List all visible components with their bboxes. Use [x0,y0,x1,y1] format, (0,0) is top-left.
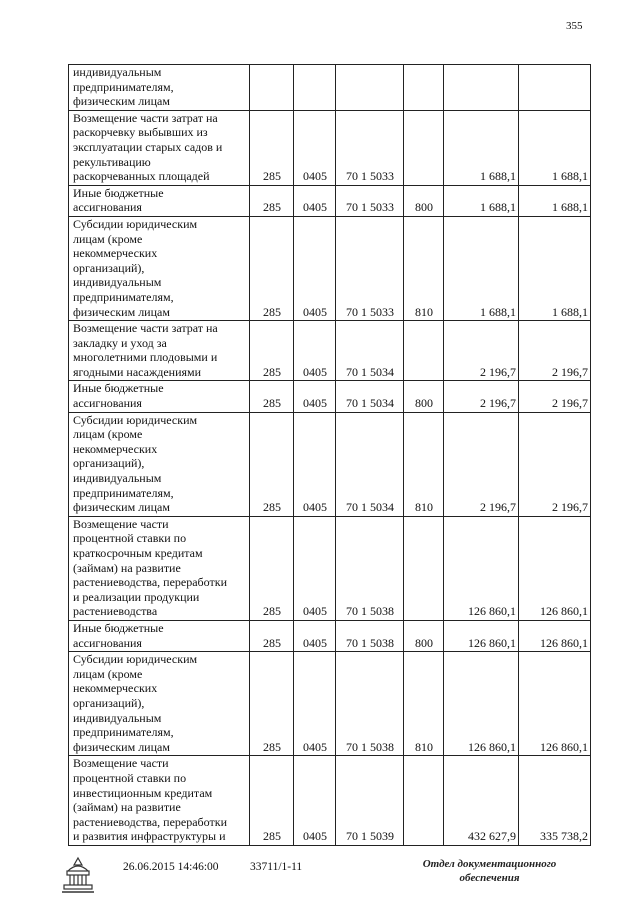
cell-item-name-line: (займам) на развитие [73,560,181,575]
cell-item-name [69,516,250,620]
cell-item-name [69,756,250,846]
cell-target-article: 70 1 5039 [336,756,404,846]
page-footer [0,855,640,900]
cell-amount-2: 1 688,1 [519,216,591,320]
cell-target-article: 70 1 5038 [336,652,404,756]
cell-section-code: 0405 [294,620,336,651]
cell-item-name [69,620,250,651]
footer-department-line: обеспечения [459,872,520,884]
cell-item-name-line: Субсидии юридическим [73,216,198,231]
cell-item-name-line: закладку и уход за [73,335,167,350]
cell-amount-2: 2 196,7 [519,381,591,412]
cell-item-name-line: индивидуальным [73,471,162,486]
cell-org-code: 285 [250,216,294,320]
cell-org-code: 285 [250,321,294,381]
cell-amount-1: 126 860,1 [444,652,519,756]
cell-org-code: 285 [250,110,294,185]
cell-target-article: 70 1 5034 [336,321,404,381]
cell-org-code: 285 [250,756,294,846]
cell-item-name-line: эксплуатации старых садов и [73,139,223,154]
cell-item-name-line: предпринимателям, [73,725,174,740]
cell-target-article: 70 1 5033 [336,110,404,185]
table-row [69,412,591,516]
footer-department [412,857,567,885]
cell-amount-2: 126 860,1 [519,516,591,620]
cell-item-name-line: многолетними плодовыми и [73,350,218,365]
cell-item-name-line: Возмещение части [73,516,169,531]
cell-target-article: 70 1 5038 [336,620,404,651]
cell-expense-type: 810 [404,412,444,516]
cell-item-name-line: ягодными насаждениями [73,364,202,379]
cell-expense-type: 810 [404,652,444,756]
cell-item-name-line: Возмещение части затрат на [73,110,218,125]
cell-item-name-line: предпринимателям, [73,79,174,94]
cell-item-name-line: краткосрочным кредитам [73,546,203,560]
cell-section-code: 0405 [294,321,336,381]
page-number: 355 [566,20,583,32]
cell-item-name-line: процентной ставки по [73,531,187,546]
cell-org-code: 285 [250,620,294,651]
cell-item-name-line: и развития инфраструктуры и [73,829,226,844]
cell-item-name-line: рекультивацию [73,154,151,169]
cell-expense-type [404,321,444,381]
cell-item-name-line: физическим лицам [73,94,170,109]
cell-item-name-line: растениеводства [73,604,158,619]
cell-amount-1: 126 860,1 [444,620,519,651]
cell-expense-type [404,65,444,111]
table-row [69,756,591,846]
cell-amount-2: 1 688,1 [519,185,591,216]
cell-item-name-line: растениеводства, переработки [73,814,227,829]
cell-expense-type: 800 [404,620,444,651]
cell-expense-type: 800 [404,381,444,412]
cell-item-name-line: и реализации продукции [73,589,200,604]
cell-item-name-line: организаций), [73,695,145,710]
cell-item-name-line: некоммерческих [73,246,158,261]
cell-item-name-line: Возмещение части [73,756,169,771]
cell-item-name-line: ассигнования [73,200,142,215]
cell-section-code: 0405 [294,516,336,620]
cell-expense-type [404,516,444,620]
cell-expense-type: 800 [404,185,444,216]
duma-emblem-icon [58,855,98,895]
cell-amount-1: 1 688,1 [444,185,519,216]
cell-item-name-line: индивидуальным [73,275,162,290]
cell-org-code: 285 [250,381,294,412]
cell-section-code [294,65,336,111]
cell-amount-1: 432 627,9 [444,756,519,846]
cell-item-name-line: инвестиционным кредитам [73,785,213,800]
cell-section-code: 0405 [294,412,336,516]
cell-item-name-line: растениеводства, переработки [73,575,227,590]
cell-org-code: 285 [250,185,294,216]
cell-item-name-line: предпринимателям, [73,485,174,500]
cell-item-name-line: раскорчевку выбывших из [73,125,208,140]
cell-target-article: 70 1 5038 [336,516,404,620]
cell-item-name-line: Субсидии юридическим [73,652,198,667]
cell-item-name [69,185,250,216]
cell-item-name-line: лицам (кроме [73,427,143,442]
cell-item-name [69,381,250,412]
cell-expense-type: 810 [404,216,444,320]
table-row [69,516,591,620]
cell-amount-1: 1 688,1 [444,216,519,320]
footer-doc-number: 33711/1-11 [250,861,303,873]
cell-item-name [69,652,250,756]
cell-item-name [69,110,250,185]
cell-amount-2: 2 196,7 [519,412,591,516]
table-row [69,381,591,412]
cell-item-name [69,65,250,111]
cell-amount-2: 335 738,2 [519,756,591,846]
cell-amount-1 [444,65,519,111]
cell-item-name [69,321,250,381]
budget-table-body [69,65,591,846]
cell-item-name-line: ассигнования [73,635,142,650]
table-row [69,321,591,381]
cell-item-name-line: физическим лицам [73,739,170,754]
cell-item-name-line: Иные бюджетные [73,185,164,200]
cell-item-name-line: индивидуальным [73,710,162,725]
table-row [69,620,591,651]
cell-amount-1: 2 196,7 [444,381,519,412]
cell-amount-1: 2 196,7 [444,321,519,381]
cell-expense-type [404,756,444,846]
table-row [69,65,591,111]
cell-expense-type [404,110,444,185]
cell-item-name [69,216,250,320]
cell-section-code: 0405 [294,756,336,846]
cell-org-code: 285 [250,516,294,620]
cell-amount-1: 1 688,1 [444,110,519,185]
cell-item-name-line: (займам) на развитие [73,800,181,815]
cell-org-code: 285 [250,412,294,516]
cell-section-code: 0405 [294,185,336,216]
cell-item-name-line: Иные бюджетные [73,381,164,396]
table-row [69,652,591,756]
cell-amount-1: 126 860,1 [444,516,519,620]
cell-item-name-line: физическим лицам [73,304,170,319]
cell-item-name-line: предпринимателям, [73,289,174,304]
cell-amount-2: 126 860,1 [519,652,591,756]
table-row [69,110,591,185]
cell-amount-2 [519,65,591,111]
budget-table [68,64,591,846]
cell-amount-2: 1 688,1 [519,110,591,185]
cell-section-code: 0405 [294,381,336,412]
cell-org-code [250,65,294,111]
cell-item-name-line: ассигнования [73,396,142,411]
cell-amount-1: 2 196,7 [444,412,519,516]
cell-item-name-line: раскорчеванных площадей [73,169,210,184]
cell-amount-2: 2 196,7 [519,321,591,381]
cell-section-code: 0405 [294,216,336,320]
cell-item-name-line: лицам (кроме [73,231,143,246]
cell-item-name-line: организаций), [73,456,145,471]
cell-item-name-line: индивидуальным [73,65,162,79]
table-row [69,216,591,320]
cell-item-name-line: Возмещение части затрат на [73,321,218,336]
cell-item-name-line: некоммерческих [73,681,158,696]
cell-target-article [336,65,404,111]
cell-item-name-line: лицам (кроме [73,666,143,681]
cell-org-code: 285 [250,652,294,756]
cell-target-article: 70 1 5034 [336,412,404,516]
cell-target-article: 70 1 5034 [336,381,404,412]
cell-item-name-line: Иные бюджетные [73,620,164,635]
cell-item-name [69,412,250,516]
footer-date: 26.06.2015 14:46:00 [123,861,219,873]
table-row [69,185,591,216]
cell-item-name-line: процентной ставки по [73,770,187,785]
cell-section-code: 0405 [294,110,336,185]
cell-item-name-line: Субсидии юридическим [73,412,198,427]
cell-section-code: 0405 [294,652,336,756]
cell-target-article: 70 1 5033 [336,185,404,216]
cell-item-name-line: физическим лицам [73,500,170,515]
cell-amount-2: 126 860,1 [519,620,591,651]
footer-department-line: Отдел документационного [422,858,557,870]
cell-target-article: 70 1 5033 [336,216,404,320]
cell-item-name-line: организаций), [73,260,145,275]
cell-item-name-line: некоммерческих [73,441,158,456]
